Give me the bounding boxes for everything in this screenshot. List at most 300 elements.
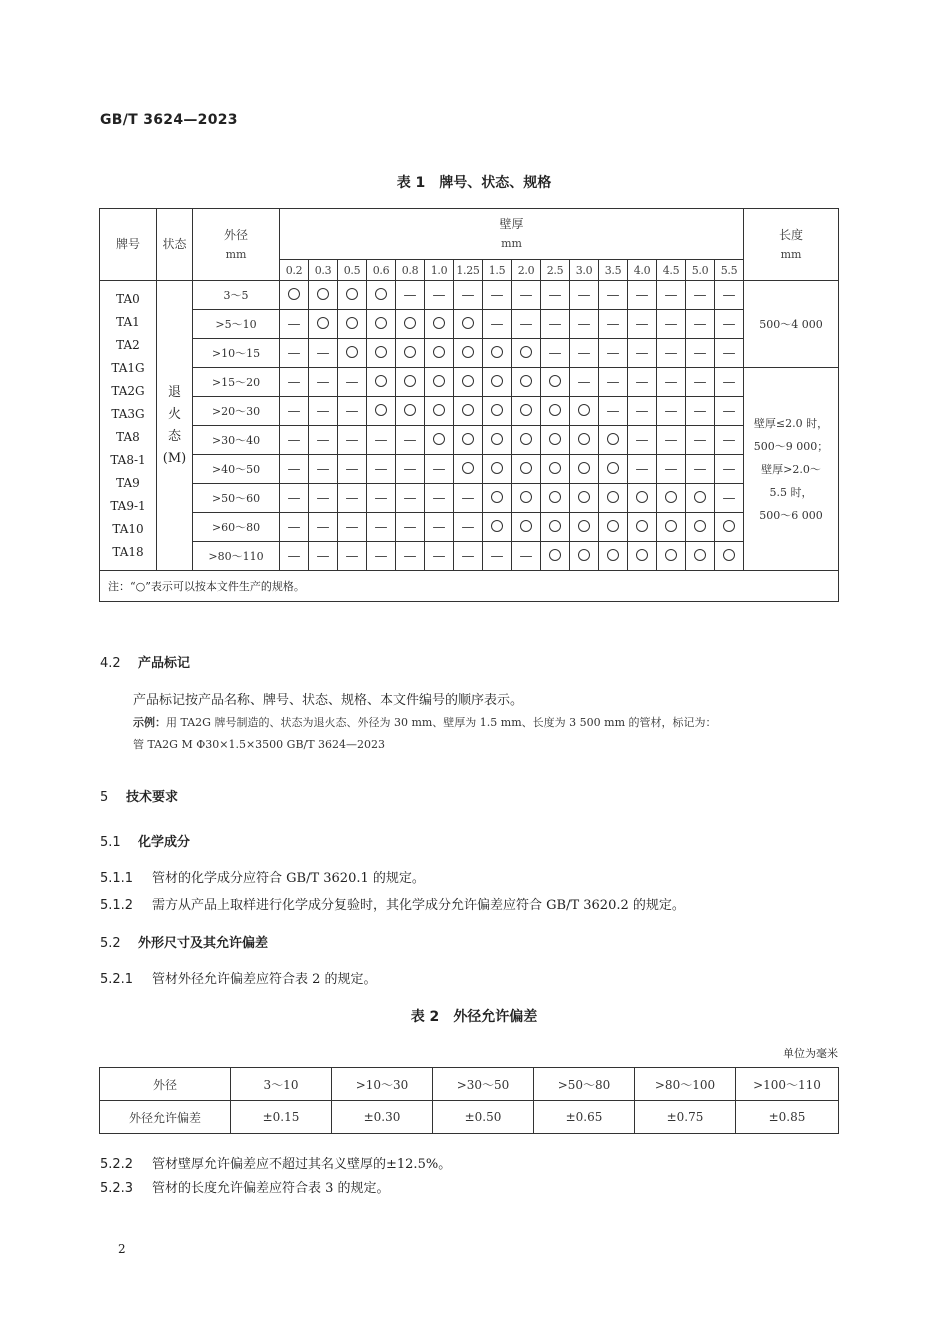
not-available-mark: — bbox=[396, 281, 425, 310]
circle-icon bbox=[665, 549, 677, 561]
wall-thickness-header: 1.5 bbox=[483, 260, 512, 281]
circle-icon bbox=[607, 462, 619, 474]
grade-item: TA8-1 bbox=[110, 452, 146, 467]
not-available-mark: — bbox=[280, 455, 309, 484]
available-mark bbox=[309, 310, 338, 339]
not-available-mark: — bbox=[309, 426, 338, 455]
not-available-mark: — bbox=[425, 455, 454, 484]
not-available-mark: — bbox=[280, 339, 309, 368]
available-mark bbox=[628, 484, 657, 513]
page-number: 2 bbox=[118, 1242, 126, 1256]
state-char: 退 bbox=[167, 384, 181, 400]
circle-icon bbox=[346, 346, 358, 358]
value-cell: >50～80 bbox=[534, 1068, 635, 1101]
wall-thickness-header: 5.5 bbox=[715, 260, 744, 281]
clause-5-2-3: 5.2.3 管材的长度允许偏差应符合表 3 的规定。 bbox=[100, 1181, 390, 1196]
circle-icon bbox=[491, 375, 503, 387]
available-mark bbox=[570, 397, 599, 426]
circle-icon bbox=[578, 433, 590, 445]
not-available-mark: — bbox=[715, 397, 744, 426]
circle-icon bbox=[520, 433, 532, 445]
available-mark bbox=[570, 426, 599, 455]
example-line bbox=[133, 714, 717, 730]
not-available-mark: — bbox=[657, 397, 686, 426]
not-available-mark: — bbox=[309, 397, 338, 426]
available-mark bbox=[599, 426, 628, 455]
not-available-mark: — bbox=[425, 281, 454, 310]
circle-icon bbox=[404, 317, 416, 329]
circle-icon bbox=[549, 520, 561, 532]
available-mark bbox=[396, 368, 425, 397]
value-cell: 3～10 bbox=[231, 1068, 332, 1101]
not-available-mark: — bbox=[628, 281, 657, 310]
circle-icon bbox=[491, 346, 503, 358]
grade-item: TA1 bbox=[116, 314, 140, 329]
not-available-mark: — bbox=[280, 513, 309, 542]
wall-thickness-header: 0.2 bbox=[280, 260, 309, 281]
circle-icon bbox=[462, 346, 474, 358]
available-mark bbox=[454, 455, 483, 484]
circle-icon bbox=[636, 549, 648, 561]
available-mark bbox=[367, 281, 396, 310]
not-available-mark: — bbox=[338, 455, 367, 484]
available-mark bbox=[512, 455, 541, 484]
not-available-mark: — bbox=[338, 484, 367, 513]
table-row bbox=[100, 542, 839, 571]
outer-diameter-tolerance-table bbox=[99, 1067, 839, 1134]
not-available-mark: — bbox=[280, 484, 309, 513]
value-cell: ±0.65 bbox=[534, 1101, 635, 1134]
not-available-mark: — bbox=[338, 513, 367, 542]
not-available-mark: — bbox=[715, 484, 744, 513]
wall-thickness-header: 0.5 bbox=[338, 260, 367, 281]
available-mark bbox=[686, 542, 715, 571]
wall-thickness-header: 4.0 bbox=[628, 260, 657, 281]
not-available-mark: — bbox=[715, 368, 744, 397]
not-available-mark: — bbox=[628, 426, 657, 455]
circle-icon bbox=[578, 404, 590, 416]
circle-icon bbox=[491, 433, 503, 445]
outer-diameter-cell: >40～50 bbox=[193, 455, 280, 484]
available-mark bbox=[483, 484, 512, 513]
circle-icon bbox=[636, 520, 648, 532]
table-row bbox=[100, 281, 839, 310]
not-available-mark: — bbox=[657, 426, 686, 455]
not-available-mark: — bbox=[425, 542, 454, 571]
not-available-mark: — bbox=[280, 397, 309, 426]
circle-icon bbox=[375, 346, 387, 358]
not-available-mark: — bbox=[686, 339, 715, 368]
example-label: 示例： bbox=[133, 716, 166, 729]
circle-icon bbox=[607, 433, 619, 445]
available-mark bbox=[483, 397, 512, 426]
circle-icon bbox=[694, 520, 706, 532]
outer-diameter-cell: >5～10 bbox=[193, 310, 280, 339]
not-available-mark: — bbox=[715, 310, 744, 339]
header-outer-diameter: 外径 mm bbox=[193, 209, 280, 281]
available-mark bbox=[541, 368, 570, 397]
available-mark bbox=[483, 426, 512, 455]
available-mark bbox=[715, 513, 744, 542]
section-4-2-heading: 4.2 产品标记 bbox=[100, 656, 191, 671]
not-available-mark: — bbox=[715, 281, 744, 310]
circle-icon bbox=[578, 491, 590, 503]
outer-diameter-cell: >60～80 bbox=[193, 513, 280, 542]
not-available-mark: — bbox=[338, 368, 367, 397]
circle-icon bbox=[317, 288, 329, 300]
clause-5-1-2: 5.1.2 需方从产品上取样进行化学成分复验时，其化学成分允许偏差应符合 GB/T 3620.2 的规定。 bbox=[100, 898, 685, 913]
circle-icon bbox=[607, 520, 619, 532]
not-available-mark: — bbox=[570, 368, 599, 397]
not-available-mark: — bbox=[657, 368, 686, 397]
grade-item: TA9-1 bbox=[110, 498, 146, 513]
state-char: 火 bbox=[167, 406, 181, 422]
circle-icon bbox=[665, 520, 677, 532]
not-available-mark: — bbox=[628, 310, 657, 339]
available-mark bbox=[425, 397, 454, 426]
available-mark bbox=[657, 484, 686, 513]
grade-state-spec-table bbox=[99, 208, 839, 602]
not-available-mark: — bbox=[280, 426, 309, 455]
available-mark bbox=[541, 513, 570, 542]
not-available-mark: — bbox=[338, 426, 367, 455]
row-header-cell: 外径允许偏差 bbox=[100, 1101, 231, 1134]
grade-item: TA2G bbox=[111, 383, 145, 398]
circle-icon bbox=[462, 375, 474, 387]
available-mark bbox=[715, 542, 744, 571]
not-available-mark: — bbox=[628, 397, 657, 426]
available-mark bbox=[425, 339, 454, 368]
circle-icon bbox=[549, 375, 561, 387]
not-available-mark: — bbox=[657, 455, 686, 484]
circle-icon bbox=[578, 462, 590, 474]
not-available-mark: — bbox=[425, 484, 454, 513]
not-available-mark: — bbox=[599, 368, 628, 397]
table1-caption-title: 牌号、状态、规格 bbox=[439, 175, 552, 191]
not-available-mark: — bbox=[483, 542, 512, 571]
circle-icon bbox=[694, 491, 706, 503]
wall-thickness-header: 0.6 bbox=[367, 260, 396, 281]
available-mark bbox=[599, 513, 628, 542]
circle-icon bbox=[433, 375, 445, 387]
value-cell: ±0.30 bbox=[332, 1101, 433, 1134]
value-cell: ±0.75 bbox=[635, 1101, 736, 1134]
not-available-mark: — bbox=[541, 281, 570, 310]
example-text: 用 TA2G 牌号制造的、状态为退火态、外径为 30 mm、壁厚为 1.5 mm、长度为 3 500 mm 的管材，标记为： bbox=[166, 716, 717, 729]
circle-icon bbox=[491, 520, 503, 532]
available-mark bbox=[512, 397, 541, 426]
not-available-mark: — bbox=[309, 484, 338, 513]
available-mark bbox=[512, 484, 541, 513]
circle-icon bbox=[607, 491, 619, 503]
circle-icon bbox=[317, 317, 329, 329]
not-available-mark: — bbox=[454, 281, 483, 310]
section-4-2-text: 产品标记按产品名称、牌号、状态、规格、本文件编号的顺序表示。 bbox=[133, 693, 524, 708]
available-mark bbox=[686, 484, 715, 513]
not-available-mark: — bbox=[454, 542, 483, 571]
not-available-mark: — bbox=[338, 397, 367, 426]
available-mark bbox=[570, 513, 599, 542]
length-line: 500～6 000 bbox=[759, 508, 823, 522]
available-mark bbox=[425, 368, 454, 397]
available-mark bbox=[454, 426, 483, 455]
circle-icon bbox=[520, 346, 532, 358]
not-available-mark: — bbox=[483, 281, 512, 310]
available-mark bbox=[367, 339, 396, 368]
table2-caption bbox=[0, 1006, 948, 1026]
circle-icon bbox=[578, 520, 590, 532]
not-available-mark: — bbox=[309, 368, 338, 397]
available-mark bbox=[657, 542, 686, 571]
grade-item: TA0 bbox=[116, 291, 140, 306]
not-available-mark: — bbox=[599, 339, 628, 368]
grade-item: TA8 bbox=[116, 429, 140, 444]
not-available-mark: — bbox=[686, 368, 715, 397]
wall-thickness-header: 2.0 bbox=[512, 260, 541, 281]
circle-icon bbox=[549, 404, 561, 416]
circle-icon bbox=[723, 549, 735, 561]
table-row bbox=[100, 339, 839, 368]
circle-icon bbox=[665, 491, 677, 503]
available-mark bbox=[309, 281, 338, 310]
value-cell: >10～30 bbox=[332, 1068, 433, 1101]
available-mark bbox=[512, 426, 541, 455]
circle-icon bbox=[520, 491, 532, 503]
grade-item: TA18 bbox=[112, 544, 144, 559]
circle-icon bbox=[520, 462, 532, 474]
example-marking: 管 TA2G M Φ30×1.5×3500 GB/T 3624—2023 bbox=[133, 738, 386, 751]
not-available-mark: — bbox=[396, 484, 425, 513]
available-mark bbox=[541, 397, 570, 426]
circle-icon bbox=[723, 520, 735, 532]
not-available-mark: — bbox=[309, 513, 338, 542]
circle-icon bbox=[404, 375, 416, 387]
circle-icon bbox=[404, 346, 416, 358]
circle-icon bbox=[433, 346, 445, 358]
available-mark bbox=[541, 542, 570, 571]
grade-item: TA9 bbox=[116, 475, 140, 490]
circle-icon bbox=[491, 462, 503, 474]
grade-item: TA2 bbox=[116, 337, 140, 352]
not-available-mark: — bbox=[367, 484, 396, 513]
circle-icon bbox=[288, 288, 300, 300]
not-available-mark: — bbox=[367, 542, 396, 571]
available-mark bbox=[512, 368, 541, 397]
not-available-mark: — bbox=[425, 513, 454, 542]
circle-icon bbox=[433, 433, 445, 445]
not-available-mark: — bbox=[396, 513, 425, 542]
available-mark bbox=[454, 310, 483, 339]
circle-icon bbox=[694, 549, 706, 561]
value-cell: ±0.85 bbox=[736, 1101, 839, 1134]
header-length: 长度 mm bbox=[744, 209, 839, 281]
not-available-mark: — bbox=[396, 542, 425, 571]
state-annealed bbox=[157, 281, 193, 571]
available-mark bbox=[483, 368, 512, 397]
available-mark bbox=[367, 397, 396, 426]
not-available-mark: — bbox=[570, 339, 599, 368]
circle-icon bbox=[520, 404, 532, 416]
grade-item: TA1G bbox=[111, 360, 145, 375]
not-available-mark: — bbox=[512, 542, 541, 571]
wall-thickness-header: 3.5 bbox=[599, 260, 628, 281]
wall-thickness-header: 5.0 bbox=[686, 260, 715, 281]
circle-icon bbox=[346, 317, 358, 329]
circle-icon bbox=[462, 317, 474, 329]
available-mark bbox=[367, 310, 396, 339]
clause-5-2-1: 5.2.1 管材外径允许偏差应符合表 2 的规定。 bbox=[100, 972, 377, 987]
table-row bbox=[100, 455, 839, 484]
not-available-mark: — bbox=[628, 339, 657, 368]
available-mark bbox=[628, 513, 657, 542]
available-mark bbox=[628, 542, 657, 571]
available-mark bbox=[396, 310, 425, 339]
not-available-mark: — bbox=[454, 484, 483, 513]
wall-thickness-header: 2.5 bbox=[541, 260, 570, 281]
circle-icon bbox=[346, 288, 358, 300]
not-available-mark: — bbox=[686, 310, 715, 339]
outer-diameter-cell: 3～5 bbox=[193, 281, 280, 310]
circle-icon bbox=[549, 549, 561, 561]
not-available-mark: — bbox=[686, 281, 715, 310]
clause-5-2-2: 5.2.2 管材壁厚允许偏差应不超过其名义壁厚的±12.5%。 bbox=[100, 1157, 452, 1172]
circle-icon bbox=[636, 491, 648, 503]
not-available-mark: — bbox=[599, 397, 628, 426]
circle-icon bbox=[375, 375, 387, 387]
circle-icon bbox=[462, 433, 474, 445]
available-mark bbox=[599, 455, 628, 484]
not-available-mark: — bbox=[657, 281, 686, 310]
not-available-mark: — bbox=[657, 339, 686, 368]
not-available-mark: — bbox=[570, 281, 599, 310]
section-5-heading: 5 技术要求 bbox=[100, 790, 179, 805]
not-available-mark: — bbox=[657, 310, 686, 339]
wall-thickness-header: 4.5 bbox=[657, 260, 686, 281]
circle-icon bbox=[433, 404, 445, 416]
state-char: (M) bbox=[162, 450, 187, 466]
not-available-mark: — bbox=[309, 339, 338, 368]
available-mark bbox=[338, 310, 367, 339]
table-row bbox=[100, 484, 839, 513]
not-available-mark: — bbox=[599, 310, 628, 339]
table2-caption-number: 表 2 bbox=[410, 1009, 440, 1025]
available-mark bbox=[396, 339, 425, 368]
outer-diameter-cell: >10～15 bbox=[193, 339, 280, 368]
not-available-mark: — bbox=[454, 513, 483, 542]
available-mark bbox=[512, 513, 541, 542]
grade-list bbox=[100, 281, 157, 571]
available-mark bbox=[454, 397, 483, 426]
standard-code: GB/T 3624—2023 bbox=[100, 112, 238, 128]
not-available-mark: — bbox=[715, 455, 744, 484]
not-available-mark: — bbox=[715, 339, 744, 368]
outer-diameter-cell: >80～110 bbox=[193, 542, 280, 571]
not-available-mark: — bbox=[686, 455, 715, 484]
outer-diameter-cell: >30～40 bbox=[193, 426, 280, 455]
available-mark bbox=[686, 513, 715, 542]
not-available-mark: — bbox=[309, 542, 338, 571]
length-range-1: 500～4 000 bbox=[744, 281, 839, 368]
available-mark bbox=[512, 339, 541, 368]
circle-icon bbox=[462, 462, 474, 474]
row-header-cell: 外径 bbox=[100, 1068, 231, 1101]
available-mark bbox=[425, 310, 454, 339]
outer-diameter-cell: >50～60 bbox=[193, 484, 280, 513]
not-available-mark: — bbox=[512, 310, 541, 339]
table2-unit: 单位为毫米 bbox=[783, 1047, 838, 1060]
value-cell: ±0.50 bbox=[433, 1101, 534, 1134]
available-mark bbox=[570, 455, 599, 484]
available-mark bbox=[541, 426, 570, 455]
circle-icon bbox=[491, 404, 503, 416]
available-mark bbox=[541, 455, 570, 484]
available-mark bbox=[483, 339, 512, 368]
circle-icon bbox=[404, 404, 416, 416]
length-line: 5.5 时， bbox=[769, 485, 813, 499]
not-available-mark: — bbox=[512, 281, 541, 310]
state-char: 态 bbox=[167, 428, 181, 444]
value-cell: >30～50 bbox=[433, 1068, 534, 1101]
available-mark bbox=[367, 368, 396, 397]
length-line: 500～9 000； bbox=[753, 439, 829, 453]
section-5-1-heading: 5.1 化学成分 bbox=[100, 835, 191, 850]
available-mark bbox=[483, 513, 512, 542]
circle-icon bbox=[607, 549, 619, 561]
available-mark bbox=[396, 397, 425, 426]
available-mark bbox=[338, 339, 367, 368]
circle-icon bbox=[462, 404, 474, 416]
not-available-mark: — bbox=[367, 426, 396, 455]
table-row bbox=[100, 513, 839, 542]
circle-icon bbox=[549, 433, 561, 445]
clause-5-1-1: 5.1.1 管材的化学成分应符合 GB/T 3620.1 的规定。 bbox=[100, 871, 425, 886]
not-available-mark: — bbox=[570, 310, 599, 339]
available-mark bbox=[425, 426, 454, 455]
not-available-mark: — bbox=[309, 455, 338, 484]
wall-thickness-header: 0.8 bbox=[396, 260, 425, 281]
available-mark bbox=[657, 513, 686, 542]
available-mark bbox=[454, 339, 483, 368]
header-grade: 牌号 bbox=[100, 209, 157, 281]
table2-caption-title: 外径允许偏差 bbox=[453, 1009, 538, 1025]
circle-icon bbox=[375, 404, 387, 416]
wall-thickness-header: 1.0 bbox=[425, 260, 454, 281]
table1-caption bbox=[0, 172, 948, 192]
grade-item: TA10 bbox=[112, 521, 144, 536]
available-mark bbox=[599, 542, 628, 571]
circle-icon bbox=[520, 375, 532, 387]
header-wall-thickness: 壁厚 mm bbox=[280, 209, 744, 260]
circle-icon bbox=[491, 491, 503, 503]
not-available-mark: — bbox=[483, 310, 512, 339]
not-available-mark: — bbox=[396, 426, 425, 455]
table-row bbox=[100, 426, 839, 455]
table-row bbox=[100, 397, 839, 426]
value-cell: ±0.15 bbox=[231, 1101, 332, 1134]
not-available-mark: — bbox=[686, 426, 715, 455]
not-available-mark: — bbox=[541, 339, 570, 368]
available-mark bbox=[570, 542, 599, 571]
not-available-mark: — bbox=[280, 542, 309, 571]
not-available-mark: — bbox=[541, 310, 570, 339]
not-available-mark: — bbox=[628, 455, 657, 484]
circle-icon bbox=[549, 491, 561, 503]
not-available-mark: — bbox=[280, 310, 309, 339]
available-mark bbox=[541, 484, 570, 513]
wall-thickness-header: 1.25 bbox=[454, 260, 483, 281]
value-cell: >100～110 bbox=[736, 1068, 839, 1101]
circle-icon bbox=[578, 549, 590, 561]
